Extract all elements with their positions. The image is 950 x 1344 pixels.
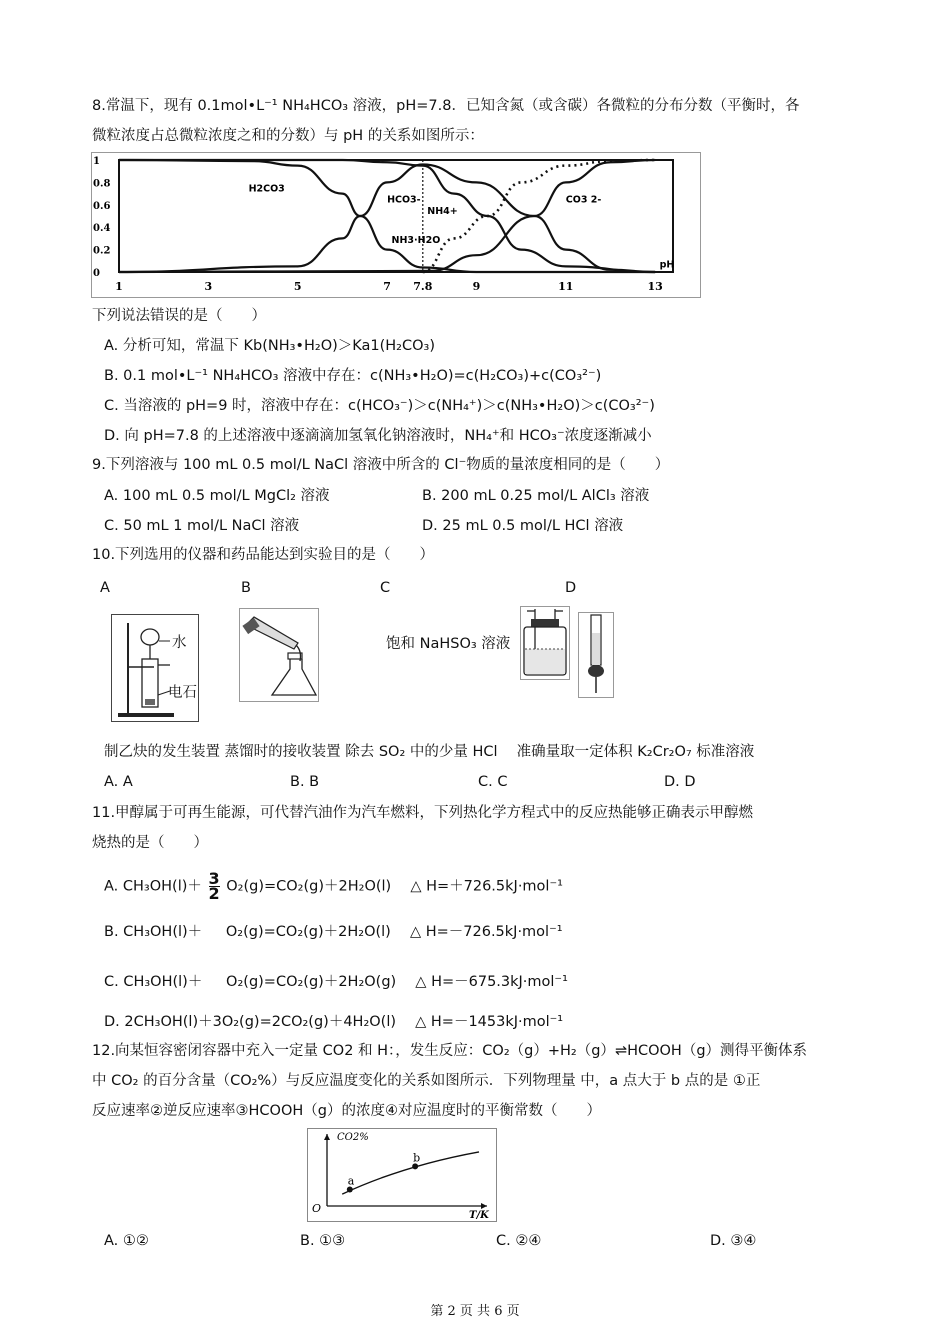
q11-option-c: C. CH₃OH(l)＋ O₂(g)=CO₂(g)＋2H₂O(g) △ H=－675.3kJ·mol⁻¹ <box>104 974 568 990</box>
q10-captions: 制乙炔的发生装置 蒸馏时的接收装置 除去 SO₂ 中的少量 HCl 准确量取一定体积 K₂Cr₂O₇ 标准溶液 <box>104 744 755 760</box>
annotation-label: pH <box>659 259 675 271</box>
q12-option-a: A. ①② <box>104 1233 149 1249</box>
fraction-numerator: 3 <box>208 869 220 888</box>
q12-option-b: B. ①③ <box>300 1233 346 1249</box>
q9-option-d: D. 25 mL 0.5 mol/L HCl 溶液 <box>422 518 624 534</box>
y-tick-label: 0.6 <box>93 200 111 212</box>
q11-a-rest: O₂(g)=CO₂(g)＋2H₂O(l) △ H=＋726.5kJ·mol⁻¹ <box>226 878 563 895</box>
q10-option-c: C. C <box>478 774 508 790</box>
label-water: 水 <box>172 635 187 651</box>
origin-label: O <box>312 1202 322 1215</box>
q10-letter-c: C <box>380 580 391 596</box>
point-label: a <box>347 1174 355 1188</box>
y-tick-label: 0.8 <box>93 178 111 190</box>
x-tick-label: 5 <box>293 280 302 293</box>
q8-option-c: C. 当溶液的 pH=9 时，溶液中存在：c(HCO₃⁻)＞c(NH₄⁺)＞c(NH₃•H₂O)＞c(CO₃²⁻) <box>104 398 655 414</box>
fraction <box>208 869 220 903</box>
annotation-label: HCO3- <box>387 194 421 206</box>
q11-option-a <box>104 869 563 903</box>
q8-stem-line2: 微粒浓度占总微粒浓度之和的分数）与 pH 的关系如图所示： <box>92 128 484 144</box>
y-tick-label: 0.4 <box>93 223 111 235</box>
q12-stem-line2: 中 CO₂ 的百分含量（CO₂%）与反应温度变化的关系如图所示．下列物理量 中，a 点大于 b 点的是 ①正 <box>92 1073 761 1089</box>
q11-stem-line2: 烧热的是（ ） <box>92 835 208 851</box>
y-tick-label: 1 <box>93 156 100 167</box>
gas-washing-bottle-icon <box>521 607 569 679</box>
x-tick-label: 7 <box>383 280 391 293</box>
y-tick-label: 0.2 <box>93 245 111 257</box>
q8-option-d: D. 向 pH=7.8 的上述溶液中逐滴滴加氢氧化钠溶液时，NH₄⁺和 HCO₃⁻浓度逐渐减小 <box>104 428 652 444</box>
q8-prompt: 下列说法错误的是（ ） <box>92 308 266 324</box>
q10-letter-a: A <box>100 580 110 596</box>
acid-burette-icon <box>579 613 613 697</box>
q12-stem-line3: 反应速率②逆反应速率③HCOOH（g）的浓度④对应温度时的平衡常数（ ） <box>92 1103 601 1119</box>
annotation-label: CO3 2- <box>565 194 602 206</box>
apparatus-d-figure <box>578 612 614 698</box>
annotation-label: NH4+ <box>427 205 458 217</box>
x-tick-label: 9 <box>472 280 481 293</box>
distillation-receiver-icon <box>240 609 318 701</box>
q9-stem: 9.下列溶液与 100 mL 0.5 mol/L NaCl 溶液中所含的 Cl⁻物质的量浓度相同的是（ ） <box>92 457 670 473</box>
annotation-label: H2CO3 <box>248 183 285 195</box>
q10-stem: 10.下列选用的仪器和药品能达到实验目的是（ ） <box>92 547 435 563</box>
x-tick-label: 7.8 <box>413 280 433 293</box>
q9-option-c: C. 50 mL 1 mol/L NaCl 溶液 <box>104 518 300 534</box>
q11-option-b: B. CH₃OH(l)＋ O₂(g)=CO₂(g)＋2H₂O(l) △ H=－726.5kJ·mol⁻¹ <box>104 924 563 940</box>
q11-stem-line1: 11.甲醇属于可再生能源，可代替汽油作为汽车燃料，下列热化学方程式中的反应热能够正确表示甲醇燃 <box>92 805 754 821</box>
point-label: b <box>413 1151 421 1165</box>
q12-option-c: C. ②④ <box>496 1233 542 1249</box>
label-carbide: 电石 <box>168 685 197 701</box>
page-footer: 第 2 页 共 6 页 <box>430 1304 520 1319</box>
q12-option-d: D. ③④ <box>710 1233 757 1249</box>
x-tick-label: 1 <box>115 280 123 293</box>
co2-temperature-chart <box>307 1128 497 1222</box>
x-tick-label: 13 <box>647 280 663 293</box>
acetylene-generator-icon <box>112 615 198 721</box>
q8-stem-line1: 8.常温下，现有 0.1mol•L⁻¹ NH₄HCO₃ 溶液，pH=7.8．已知含氮（或含碳）各微粒的分布分数（平衡时，各 <box>92 98 800 114</box>
q8-option-a: A. 分析可知，常温下 Kb(NH₃•H₂O)＞Ka1(H₂CO₃) <box>104 338 436 354</box>
x-tick-label: 3 <box>204 280 213 293</box>
annotation-label: NH3·H2O <box>391 234 441 246</box>
q10-option-b: B. B <box>290 774 320 790</box>
apparatus-b-figure <box>239 608 319 702</box>
x-tick-label: 11 <box>558 280 574 293</box>
q10-letter-b: B <box>241 580 251 596</box>
distribution-chart <box>91 152 701 298</box>
q10-option-d: D. D <box>664 774 696 790</box>
q12-stem-line1: 12.向某恒容密闭容器中充入一定量 CO2 和 H：，发生反应：CO₂（g）+H₂（g）⇌HCOOH（g）测得平衡体系 <box>92 1043 808 1059</box>
q11-a-prefix: A. CH₃OH(l)＋ <box>104 878 202 895</box>
q9-option-a: A. 100 mL 0.5 mol/L MgCl₂ 溶液 <box>104 488 330 504</box>
apparatus-c-figure <box>520 606 570 680</box>
q8-option-b: B. 0.1 mol•L⁻¹ NH₄HCO₃ 溶液中存在：c(NH₃•H₂O)=c(H₂CO₃)+c(CO₃²⁻) <box>104 368 602 384</box>
apparatus-a-figure <box>111 614 199 722</box>
y-tick-label: 0 <box>93 268 100 279</box>
q10-letter-d: D <box>565 580 577 596</box>
fraction-denominator: 2 <box>208 884 220 903</box>
q9-option-b: B. 200 mL 0.25 mol/L AlCl₃ 溶液 <box>422 488 650 504</box>
x-axis-label: T/K <box>469 1210 489 1221</box>
q11-option-d: D. 2CH₃OH(l)＋3O₂(g)=2CO₂(g)＋4H₂O(l) △ H=－1453kJ·mol⁻¹ <box>104 1014 564 1030</box>
label-nahso3: 饱和 NaHSO₃ 溶液 <box>386 636 511 652</box>
y-axis-label: CO2% <box>337 1132 369 1143</box>
q10-option-a: A. A <box>104 774 133 790</box>
